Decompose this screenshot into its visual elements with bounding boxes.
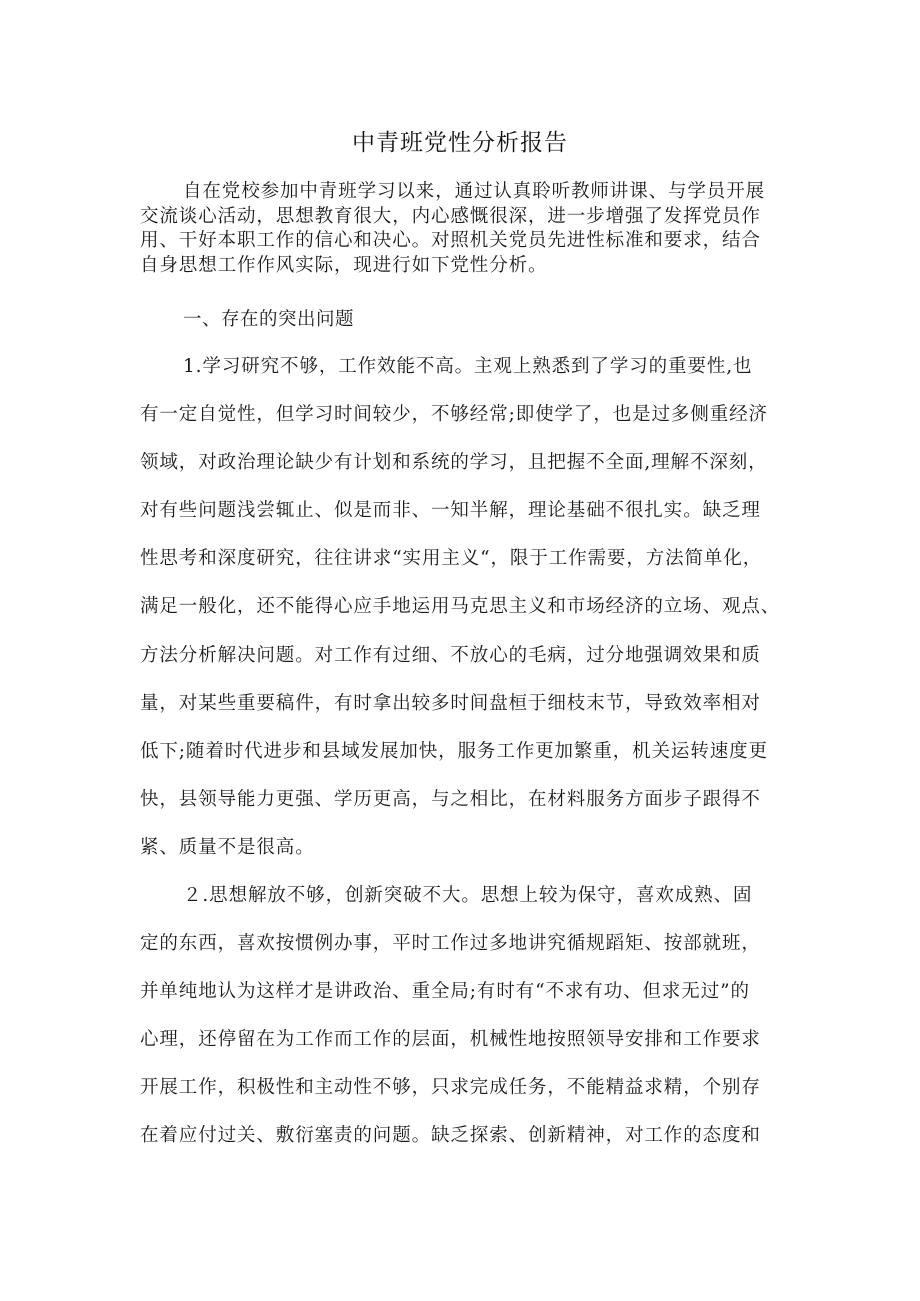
paragraph-thinking — [140, 881, 790, 1170]
text-line: 开展工作，积极性和主动性不够，只求完成任务，不能精益求精，个别存 — [140, 1077, 761, 1099]
text-line: 有一定自觉性，但学习时间较少，不够经常;即使学了，也是过多侧重经济 — [140, 404, 768, 426]
text-line: 低下;随着时代进步和县域发展加快，服务工作更加繁重，机关运转速度更 — [140, 740, 768, 762]
text-line: 自身思想工作作风实际，现进行如下党性分析。 — [140, 254, 548, 276]
document-title: 中青班党性分析报告 — [352, 130, 568, 156]
text-line: 在着应付过关、敷衍塞责的问题。缺乏探索、创新精神，对工作的态度和 — [140, 1125, 761, 1147]
text-line: 用、干好本职工作的信心和决心。对照机关党员先进性标准和要求，结合 — [140, 230, 761, 251]
section-heading — [140, 305, 790, 335]
text-line: 1.学习研究不够，工作效能不高。主观上熟悉到了学习的重要性,也 — [183, 356, 753, 377]
text-line: 领域，对政治理论缺少有计划和系统的学习，且把握不全面,理解不深刻， — [140, 452, 768, 474]
text-line: 自在党校参加中青班学习以来，通过认真聆听教师讲课、与学员开展 — [183, 181, 766, 202]
text-line: 对有些问题浅尝辄止、似是而非、一知半解，理论基础不很扎实。缺乏理 — [140, 500, 761, 522]
text-line: 快，县领导能力更强、学历更高，与之相比，在材料服务方面步子跟得不 — [140, 788, 761, 810]
section-heading-text: 一、存在的突出问题 — [183, 309, 355, 330]
text-line: 交流谈心活动，思想教育很大，内心感慨很深，进一步增强了发挥党员作 — [140, 205, 761, 227]
intro-paragraph — [140, 180, 790, 278]
text-line: 量，对某些重要稿件，有时拿出较多时间盘桓于细枝末节，导致效率相对 — [140, 692, 761, 714]
text-line: 紧、质量不是很高。 — [140, 836, 315, 858]
text-line: 心理，还停留在为工作而工作的层面，机械性地按照领导安排和工作要求 — [140, 1029, 761, 1051]
text-line: 方法分析解决问题。对工作有过细、不放心的毛病，过分地强调效果和质 — [140, 644, 761, 666]
text-line: 并单纯地认为这样才是讲政治、重全局;有时有“不求有功、但求无过”的 — [140, 981, 750, 1003]
text-line: ２.思想解放不够，创新突破不大。思想上较为保守，喜欢成熟、固 — [183, 885, 753, 906]
paragraph-study — [140, 352, 790, 881]
text-line: 满足一般化，还不能得心应手地运用马克思主义和市场经济的立场、观点、 — [140, 596, 781, 618]
text-line: 性思考和深度研究，往往讲求“实用主义“，限于工作需要，方法简单化， — [140, 548, 763, 570]
text-line: 定的东西，喜欢按惯例办事，平时工作过多地讲究循规蹈矩、按部就班， — [140, 933, 761, 955]
